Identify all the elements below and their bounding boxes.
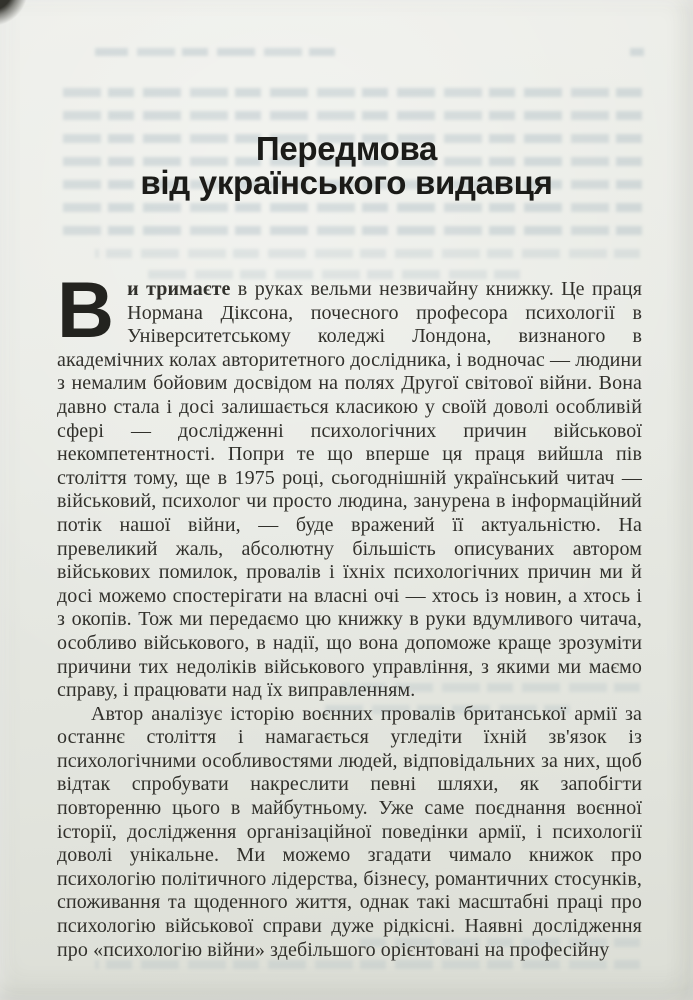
showthrough-line [60,111,642,120]
paragraph-1-text: в руках вельми незвичайну книжку. Це праця Нормана Діксона, почесного професора психології в Університетському коледжі Лондона, визнаного в академічних колах авторитетного дослідника, і водночас — людини з немалим бойовим досвідом на полях Другої світової війни. Вона давно стала і досі залишається класикою у своїй доволі особливій сфері — дослідженні психологічних причин військової некомпетентності. Попри те що вперше ця праця вийшла пів століття тому, ще в 1975 році, сьогоднішній український читач — військовий, психолог чи просто людина, занурена в інформаційний потік нашої війни, — буде вражений її актуальністю. На превеликий жаль, абсолютну більшість описуваних автором військових помилок, провалів і їхніх психологічних причин ми й досі можемо спостерігати на власні очі — хтось із новин, а хтось і з окопів. Тож ми передаємо цю книжку в руки вдумливого читача, особливо військового, в надії, що вона допоможе краще зрозуміти причини тих недоліків військового управління, з якими ми маємо справу, і працювати над їх виправленням. [57,278,642,702]
chapter-title-line2: від українського видавця [140,164,553,201]
showthrough-line [60,88,642,97]
paragraph-2 [57,703,642,963]
showthrough-line [60,226,642,235]
showthrough-line [60,203,642,212]
dropcap-letter: В [57,265,115,354]
lead-bold-text: и тримаєте [127,278,231,300]
showthrough-line [630,48,644,56]
chapter-title-line1: Передмова [255,130,438,167]
chapter-title [0,132,693,200]
showthrough-line [95,48,335,56]
scan-edge-artifact [0,0,38,42]
showthrough-line [95,249,640,258]
body-text [57,265,642,962]
paragraph-2-text: Автор аналізує історію воєнних провалів британської армії за останнє століття і намагається угледіти їхній зв'язок із психологічними особливостями людей, відповідальних за них, щоб відтак спробувати накреслити певні шляхи, як запобігти повторенню цього в майбутньому. Уже саме поєднання воєнної історії, дослідження організаційної поведінки армії, і психології доволі унікальне. Ми можемо згадати чимало книжок про психологію політичного лідерства, бізнесу, романтичних стосунків, споживання та щоденного життя, однак такі масштабні праці про психологію військової справи дуже рідкісні. Наявні дослідження про «психологію війни» здебільшого орієнтовані на професійну [57,702,642,961]
paragraph-1 [57,265,642,703]
